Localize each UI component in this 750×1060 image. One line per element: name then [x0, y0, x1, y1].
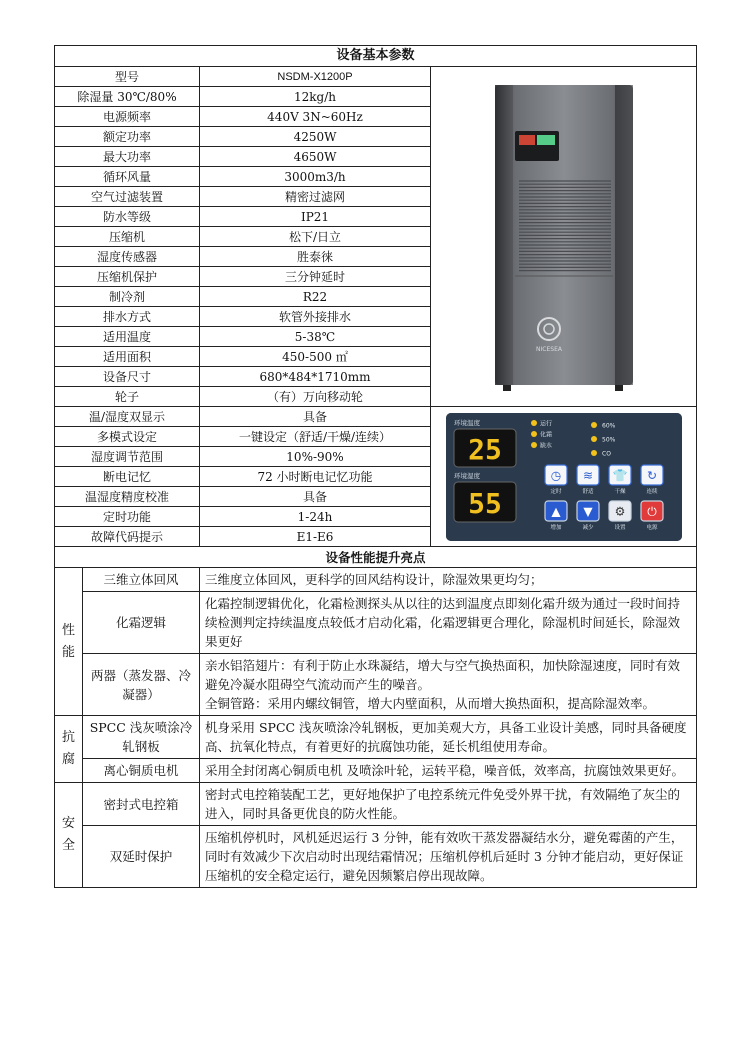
- spec-label: 故障代码提示: [55, 527, 200, 547]
- spec-label: 断电记忆: [55, 467, 200, 487]
- spec-value: 软管外接排水: [200, 307, 431, 327]
- category-char: 抗: [61, 730, 75, 745]
- spec-row: [55, 67, 697, 87]
- spec-label: 额定功率: [55, 127, 200, 147]
- feature-row: [55, 759, 697, 783]
- spec-value: 精密过滤网: [200, 187, 431, 207]
- spec-value: 1-24h: [200, 507, 431, 527]
- spec-value: E1-E6: [200, 527, 431, 547]
- feature-desc-text: 机身采用 SPCC 浅灰喷涂冷轧钢板，更加美观大方，具备工业设计美感，同时具备硬度高、抗氧化特点，有着更好的抗腐蚀功能，延长机组使用寿命。: [205, 720, 687, 754]
- spec-label: 压缩机保护: [55, 267, 200, 287]
- spec-label: 轮子: [55, 387, 200, 407]
- feature-description: [200, 592, 697, 654]
- spec-label: 最大功率: [55, 147, 200, 167]
- category-char: 能: [61, 644, 75, 660]
- button-label: 干燥: [614, 488, 626, 495]
- button-label: 减少: [582, 524, 594, 531]
- indicator-label: CO: [601, 450, 611, 457]
- button-label: 连续: [646, 488, 658, 495]
- feature-name: 离心铜质电机: [83, 759, 200, 783]
- spec-label: 排水方式: [55, 307, 200, 327]
- comfort-icon: ≋: [582, 468, 593, 482]
- category-char: 安: [61, 816, 75, 831]
- dry-icon: 👕: [612, 468, 627, 482]
- feature-desc-text: 密封式电控箱装配工艺，更好地保护了电控系统元件免受外界干扰，有效隔绝了灰尘的进入，同时具备更优良的防火性能。: [205, 787, 681, 821]
- spec-value: 5-38℃: [200, 327, 431, 347]
- feature-desc-text: 化霜控制逻辑优化，化霜检测探头从以往的达到温度点即刻化霜升级为通过一段时间持续检测判定持续温度点较低才启动化霜，化霜逻辑更合理化，除湿机时间延长，除湿效果更好: [205, 596, 681, 649]
- category-char: 全: [61, 838, 75, 853]
- indicator-led: [531, 442, 537, 448]
- spec-label: 多模式设定: [55, 427, 200, 447]
- indicator-led: [591, 436, 597, 442]
- indicator-led: [591, 422, 597, 428]
- panel-photo-cell: [431, 407, 697, 547]
- spec-label: 设备尺寸: [55, 367, 200, 387]
- spec-value: 4650W: [200, 147, 431, 167]
- timer-icon: ◷: [550, 468, 561, 482]
- spec-value: IP21: [200, 207, 431, 227]
- button-label: 设置: [614, 524, 626, 531]
- spec-label: 空气过滤装置: [55, 187, 200, 207]
- feature-row: [55, 568, 697, 592]
- spec-label: 型号: [55, 67, 200, 87]
- feature-category: [55, 568, 83, 716]
- spec-table-title: 设备基本参数: [55, 46, 697, 67]
- spec-label: 压缩机: [55, 227, 200, 247]
- feature-table: [54, 546, 697, 888]
- control-panel-illustration: [446, 413, 682, 541]
- feature-desc-text: 全铜管路：采用内螺纹铜管，增大内壁面积，从而增大换热面积，提高除湿效率。: [205, 696, 656, 711]
- feature-row: [55, 716, 697, 759]
- feature-desc-text: 亲水铝箔翅片：有利于防止水珠凝结，增大与空气换热面积，加快除湿速度，同时有效避免冷凝水阻碍空气流动而产生的噪音。: [205, 658, 681, 692]
- button-label: 定时: [550, 488, 562, 495]
- spec-value: 一键设定（舒适/干燥/连续）: [200, 427, 431, 447]
- decrease-icon: ▼: [582, 504, 593, 518]
- feature-description: [200, 716, 697, 759]
- spec-value: NSDM-X1200P: [200, 67, 431, 87]
- spec-label: 定时功能: [55, 507, 200, 527]
- feature-row: [55, 783, 697, 826]
- feature-description: [200, 654, 697, 716]
- spec-row: [55, 407, 697, 427]
- indicator-label: 缺水: [539, 442, 552, 449]
- spec-label: 适用温度: [55, 327, 200, 347]
- indicator-led: [531, 420, 537, 426]
- feature-name: SPCC 浅灰喷涂冷轧钢板: [83, 716, 200, 759]
- spec-label: 电源频率: [55, 107, 200, 127]
- spec-value: 680*484*1710mm: [200, 367, 431, 387]
- spec-label: 温湿度精度校准: [55, 487, 200, 507]
- feature-name: 双延时保护: [83, 826, 200, 888]
- spec-value: 具备: [200, 487, 431, 507]
- indicator-led: [591, 450, 597, 456]
- feature-category: [55, 716, 83, 783]
- spec-value: 440V 3N~60Hz: [200, 107, 431, 127]
- spec-value: 450-500 ㎡: [200, 347, 431, 367]
- spec-value: （有）万向移动轮: [200, 387, 431, 407]
- spec-sheet: [54, 45, 696, 888]
- feature-description: [200, 783, 697, 826]
- humidity-label: 环境湿度: [453, 471, 480, 480]
- spec-label: 制冷剂: [55, 287, 200, 307]
- feature-desc-text: 三维度立体回风，更科学的回风结构设计，除湿效果更均匀；: [205, 572, 543, 587]
- spec-value: 三分钟延时: [200, 267, 431, 287]
- indicator-led: [531, 431, 537, 437]
- power-icon: ⏻: [646, 504, 657, 518]
- temp-value: 25: [467, 432, 502, 466]
- feature-name: 密封式电控箱: [83, 783, 200, 826]
- category-char: 腐: [61, 752, 75, 767]
- feature-row: [55, 654, 697, 716]
- spec-label: 防水等级: [55, 207, 200, 227]
- spec-label: 湿度传感器: [55, 247, 200, 267]
- dehumidifier-illustration: [489, 81, 639, 393]
- button-label: 舒适: [582, 488, 594, 495]
- spec-label: 除湿量 30℃/80%: [55, 87, 200, 107]
- increase-icon: ▲: [550, 504, 561, 518]
- machine-photo-cell: [431, 67, 697, 407]
- indicator-label: 化霜: [539, 431, 552, 438]
- spec-table: [54, 45, 697, 547]
- spec-label: 湿度调节范围: [55, 447, 200, 467]
- spec-label: 温/湿度双显示: [55, 407, 200, 427]
- indicator-label: 60%: [601, 422, 615, 429]
- brand-name: NICESEA: [535, 345, 562, 353]
- spec-value: 3000m3/h: [200, 167, 431, 187]
- spec-value: 72 小时断电记忆功能: [200, 467, 431, 487]
- feature-name: 三维立体回风: [83, 568, 200, 592]
- feature-description: [200, 568, 697, 592]
- continuous-icon: ↻: [646, 468, 657, 482]
- feature-desc-text: 采用全封闭离心铜质电机 及喷涂叶轮，运转平稳，噪音低，效率高，抗腐蚀效果更好。: [205, 763, 684, 778]
- button-label: 电源: [646, 524, 658, 531]
- spec-value: R22: [200, 287, 431, 307]
- spec-value: 10%-90%: [200, 447, 431, 467]
- button-label: 增加: [550, 524, 562, 531]
- humidity-value: 55: [467, 486, 502, 520]
- temp-label: 环境温度: [453, 418, 480, 427]
- indicator-label: 50%: [601, 436, 615, 443]
- feature-name: 两器（蒸发器、冷凝器）: [83, 654, 200, 716]
- feature-desc-text: 压缩机停机时，风机延迟运行 3 分钟，能有效吹干蒸发器凝结水分，避免霉菌的产生，同时有效减少下次启动时出现结霜情况；压缩机停机后延时 3 分钟才能启动，更好保证压缩机的安全稳定运行，避免因频繁启停出现故障。: [205, 830, 684, 883]
- indicator-label: 运行: [539, 420, 552, 427]
- settings-icon: ⚙: [614, 504, 625, 518]
- feature-row: [55, 592, 697, 654]
- feature-row: [55, 826, 697, 888]
- spec-value: 松下/日立: [200, 227, 431, 247]
- feature-description: [200, 759, 697, 783]
- spec-label: 循环风量: [55, 167, 200, 187]
- feature-category: [55, 783, 83, 888]
- spec-value: 4250W: [200, 127, 431, 147]
- spec-label: 适用面积: [55, 347, 200, 367]
- spec-value: 12kg/h: [200, 87, 431, 107]
- control-panel-image: [446, 413, 682, 541]
- dehumidifier-image: [489, 81, 639, 393]
- spec-value: 胜泰徕: [200, 247, 431, 267]
- category-char: 性: [61, 622, 75, 638]
- feature-name: 化霜逻辑: [83, 592, 200, 654]
- spec-value: 具备: [200, 407, 431, 427]
- feature-table-title: 设备性能提升亮点: [55, 547, 697, 568]
- feature-description: [200, 826, 697, 888]
